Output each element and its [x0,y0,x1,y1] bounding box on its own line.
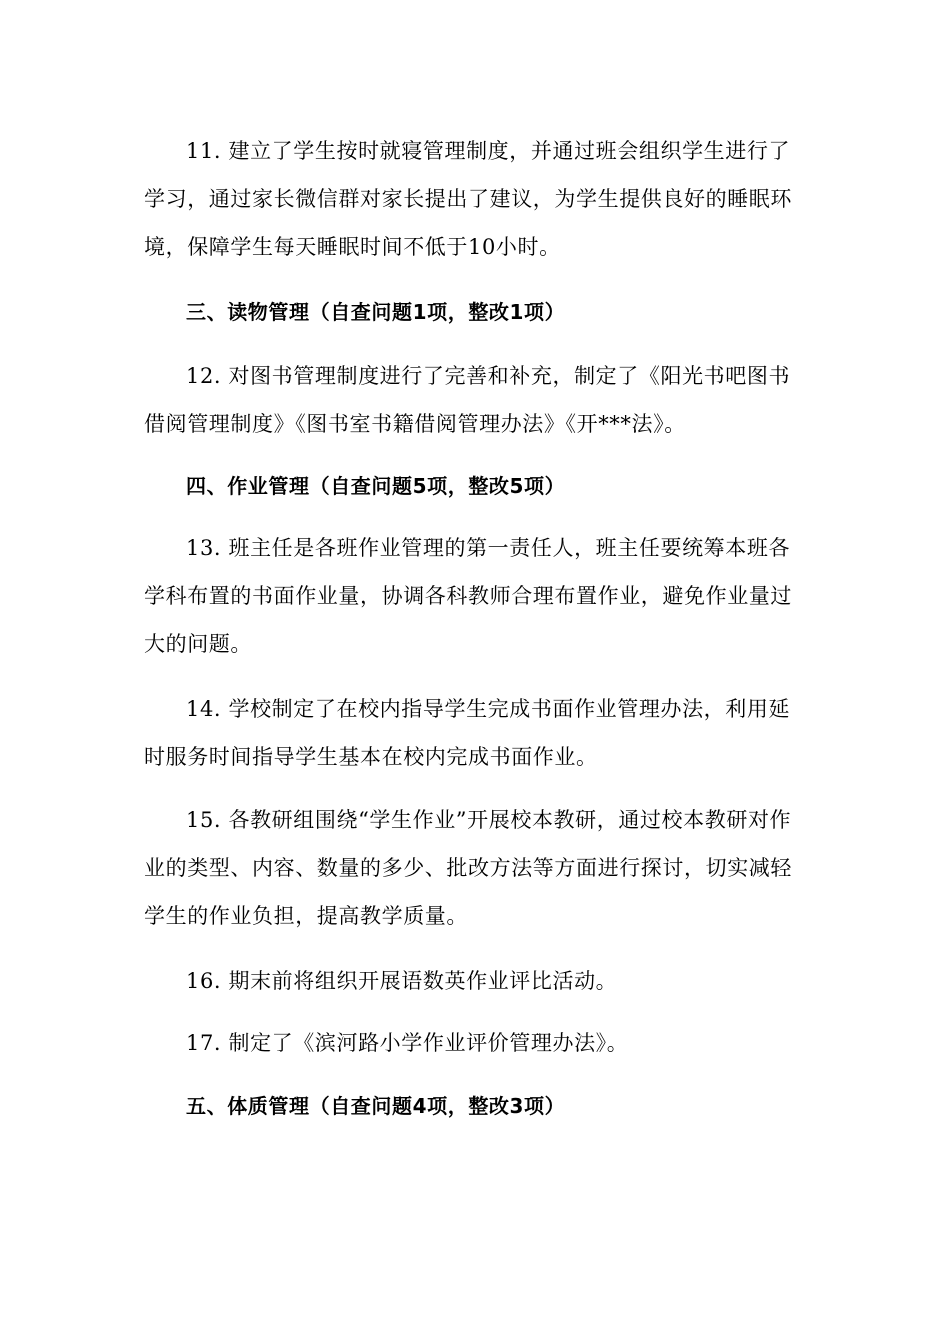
section-heading-4: 四、作业管理（自查问题5项，整改5项） [186,474,566,498]
paragraph-13: 13. 班主任是各班作业管理的第一责任人，班主任要统筹本班各学科布置的书面作业量，协调各科教师合理布置作业，避免作业量过大的问题。 [144,536,792,656]
section-heading-5: 五、体质管理（自查问题4项，整改3项） [186,1094,566,1118]
paragraph-14: 14. 学校制定了在校内指导学生完成书面作业管理办法，利用延时服务时间指导学生基本在校内完成书面作业。 [144,697,791,769]
paragraph-15: 15. 各教研组围绕“学生作业”开展校本教研，通过校本教研对作业的类型、内容、数量的多少、批改方法等方面进行探讨，切实减轻学生的作业负担，提高教学质量。 [144,808,792,928]
paragraph-17: 17. 制定了《滨河路小学作业评价管理办法》。 [186,1031,629,1055]
paragraph-11: 11. 建立了学生按时就寝管理制度，并通过班会组织学生进行了学习，通过家长微信群对家长提出了建议，为学生提供良好的睡眠环境，保障学生每天睡眠时间不低于10小时。 [144,139,792,259]
paragraph-16: 16. 期末前将组织开展语数英作业评比活动。 [186,969,618,993]
section-heading-3: 三、读物管理（自查问题1项，整改1项） [186,300,566,324]
paragraph-12: 12. 对图书管理制度进行了完善和补充，制定了《阳光书吧图书借阅管理制度》《图书室书籍借阅管理办法》《开***法》。 [144,364,791,436]
